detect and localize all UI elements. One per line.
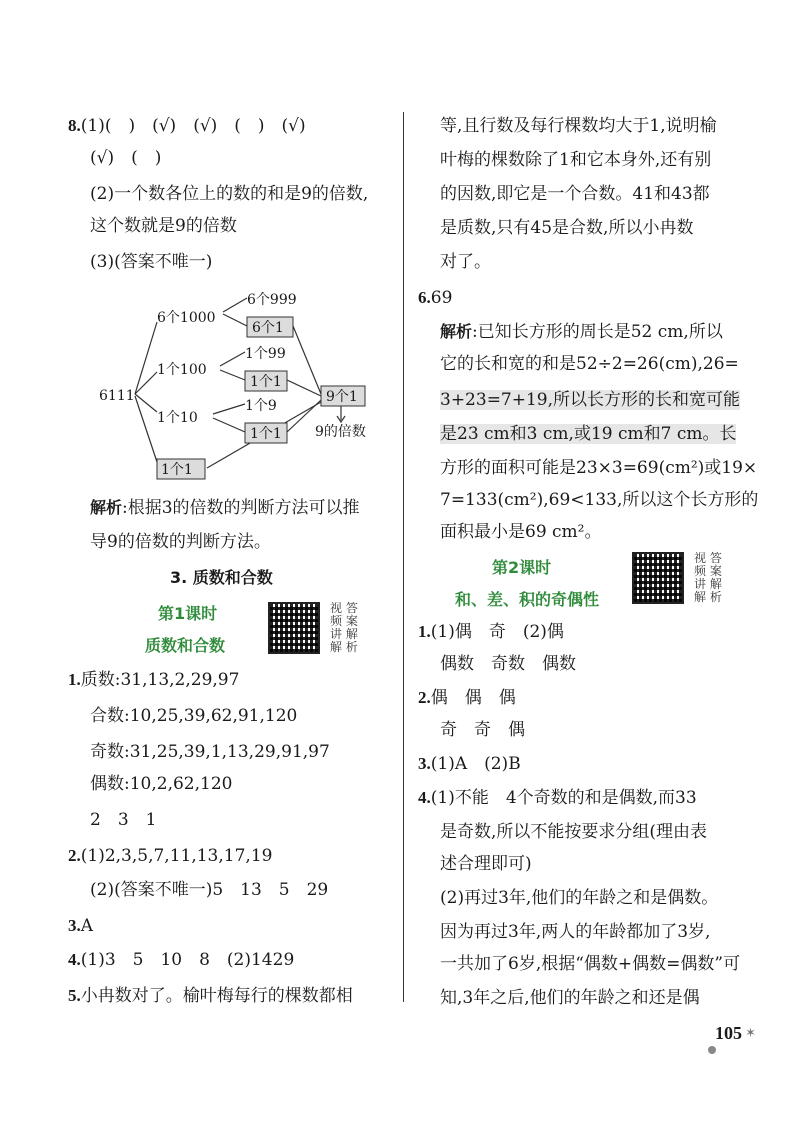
analysis-line1: 解析:根据3的倍数的判断方法可以推 bbox=[90, 498, 360, 518]
r-q4-line4: (2)再过3年,他们的年龄之和是偶数。 bbox=[440, 888, 719, 908]
q6-analysis-5: 方形的面积可能是23×3=69(cm²)或19× bbox=[440, 458, 758, 478]
tree-b2a: 1个99 bbox=[245, 346, 286, 362]
r-q2-line2: 奇 奇 偶 bbox=[440, 720, 525, 740]
r-q4-line1: 4.(1)不能 4个奇数的和是偶数,而33 bbox=[418, 788, 697, 808]
tree-b1a: 6个999 bbox=[247, 292, 297, 308]
page-number: 105 bbox=[715, 1023, 742, 1043]
dot-icon bbox=[708, 1046, 716, 1054]
tree-b3: 1个10 bbox=[157, 410, 198, 426]
star-icon: ✶ bbox=[745, 1026, 756, 1041]
tree-b2b: 1个1 bbox=[250, 374, 282, 390]
r-q4-line5: 因为再过3年,两人的年龄都加了3岁, bbox=[440, 922, 711, 942]
qr-code-icon[interactable] bbox=[268, 602, 320, 654]
tree-root: 6111 bbox=[99, 388, 135, 404]
q5-cont-2: 叶梅的棵数除了1和它本身外,还有别 bbox=[440, 150, 712, 170]
r-q3-line1: 3.(1)A (2)B bbox=[418, 754, 521, 774]
q3-line1: 3.A bbox=[68, 916, 94, 936]
section-title: 3. 质数和合数 bbox=[170, 568, 273, 587]
r-q1-line2: 偶数 奇数 偶数 bbox=[440, 654, 576, 674]
q5-cont-1: 等,且行数及每行棵数均大于1,说明榆 bbox=[440, 116, 717, 136]
tree-b3b: 1个1 bbox=[250, 426, 282, 442]
r-q2-line1: 2.偶 偶 偶 bbox=[418, 688, 516, 708]
r-q4-line2: 是奇数,所以不能按要求分组(理由表 bbox=[440, 822, 708, 842]
q4-line1: 4.(1)3 5 10 8 (2)1429 bbox=[68, 950, 295, 970]
q2-line1: 2.(1)2,3,5,7,11,13,17,19 bbox=[68, 846, 273, 866]
q8-line1: 8.(1)( ) (√) (√) ( ) (√) bbox=[68, 116, 306, 136]
q8-line4: 这个数就是9的倍数 bbox=[90, 216, 237, 236]
tree-b2: 1个100 bbox=[157, 362, 207, 378]
r-q4-line7: 知,3年之后,他们的年龄之和还是偶 bbox=[440, 988, 700, 1008]
q5-line1: 5.小冉数对了。榆叶梅每行的棵数都相 bbox=[68, 986, 353, 1006]
q1-line5: 2 3 1 bbox=[90, 810, 157, 830]
tree-b1b: 6个1 bbox=[252, 320, 284, 336]
q8-line2: (√) ( ) bbox=[90, 148, 162, 168]
q1-line3: 奇数:31,25,39,1,13,29,91,97 bbox=[90, 742, 330, 762]
lesson-label: 第1课时 bbox=[158, 604, 218, 623]
q1-line2: 合数:10,25,39,62,91,120 bbox=[90, 706, 298, 726]
qr-tag-left: 视 答 频 案 讲 解 解 析 bbox=[330, 601, 358, 654]
q1-line4: 偶数:10,2,62,120 bbox=[90, 774, 233, 794]
q6-analysis-4: 是23 cm和3 cm,或19 cm和7 cm。长 bbox=[440, 424, 737, 444]
q8-line5: (3)(答案不唯一) bbox=[90, 252, 213, 272]
q5-cont-5: 对了。 bbox=[440, 252, 491, 272]
column-divider bbox=[403, 112, 404, 1002]
r-q4-line6: 一共加了6岁,根据“偶数+偶数=偶数”可 bbox=[440, 954, 741, 974]
tree-b3a: 1个9 bbox=[245, 398, 277, 414]
tree-b4: 1个1 bbox=[161, 462, 193, 478]
qr-code-icon[interactable] bbox=[632, 552, 684, 604]
qr-tag-right: 视 答 频 案 讲 解 解 析 bbox=[694, 551, 722, 604]
tree-sum: 9个1 bbox=[326, 389, 358, 405]
lesson2-title: 和、差、积的奇偶性 bbox=[455, 590, 600, 609]
tree-diagram bbox=[95, 282, 395, 482]
q5-cont-3: 的因数,即它是一个合数。41和43都 bbox=[440, 184, 710, 204]
tree-result: 9的倍数 bbox=[315, 424, 366, 440]
q1-line1: 1.质数:31,13,2,29,97 bbox=[68, 670, 240, 690]
q6-answer: 6.69 bbox=[418, 288, 453, 308]
tree-b1: 6个1000 bbox=[157, 310, 216, 326]
lesson2-label: 第2课时 bbox=[492, 558, 552, 577]
q6-analysis-2: 它的长和宽的和是52÷2=26(cm),26= bbox=[440, 354, 739, 374]
r-q4-line3: 述合理即可) bbox=[440, 854, 532, 874]
analysis-line2: 导9的倍数的判断方法。 bbox=[90, 532, 271, 552]
q5-cont-4: 是质数,只有45是合数,所以小冉数 bbox=[440, 218, 694, 238]
lesson-title: 质数和合数 bbox=[145, 636, 226, 655]
q6-analysis-7: 面积最小是69 cm²。 bbox=[440, 522, 602, 542]
q6-analysis-1: 解析:已知长方形的周长是52 cm,所以 bbox=[440, 322, 723, 342]
q6-analysis-3: 3+23=7+19,所以长方形的长和宽可能 bbox=[440, 390, 741, 410]
r-q1-line1: 1.(1)偶 奇 (2)偶 bbox=[418, 622, 564, 642]
q6-analysis-6: 7=133(cm²),69<133,所以这个长方形的 bbox=[440, 490, 759, 510]
q2-line2: (2)(答案不唯一)5 13 5 29 bbox=[90, 880, 329, 900]
q8-line3: (2)一个数各位上的数的和是9的倍数, bbox=[90, 184, 369, 204]
